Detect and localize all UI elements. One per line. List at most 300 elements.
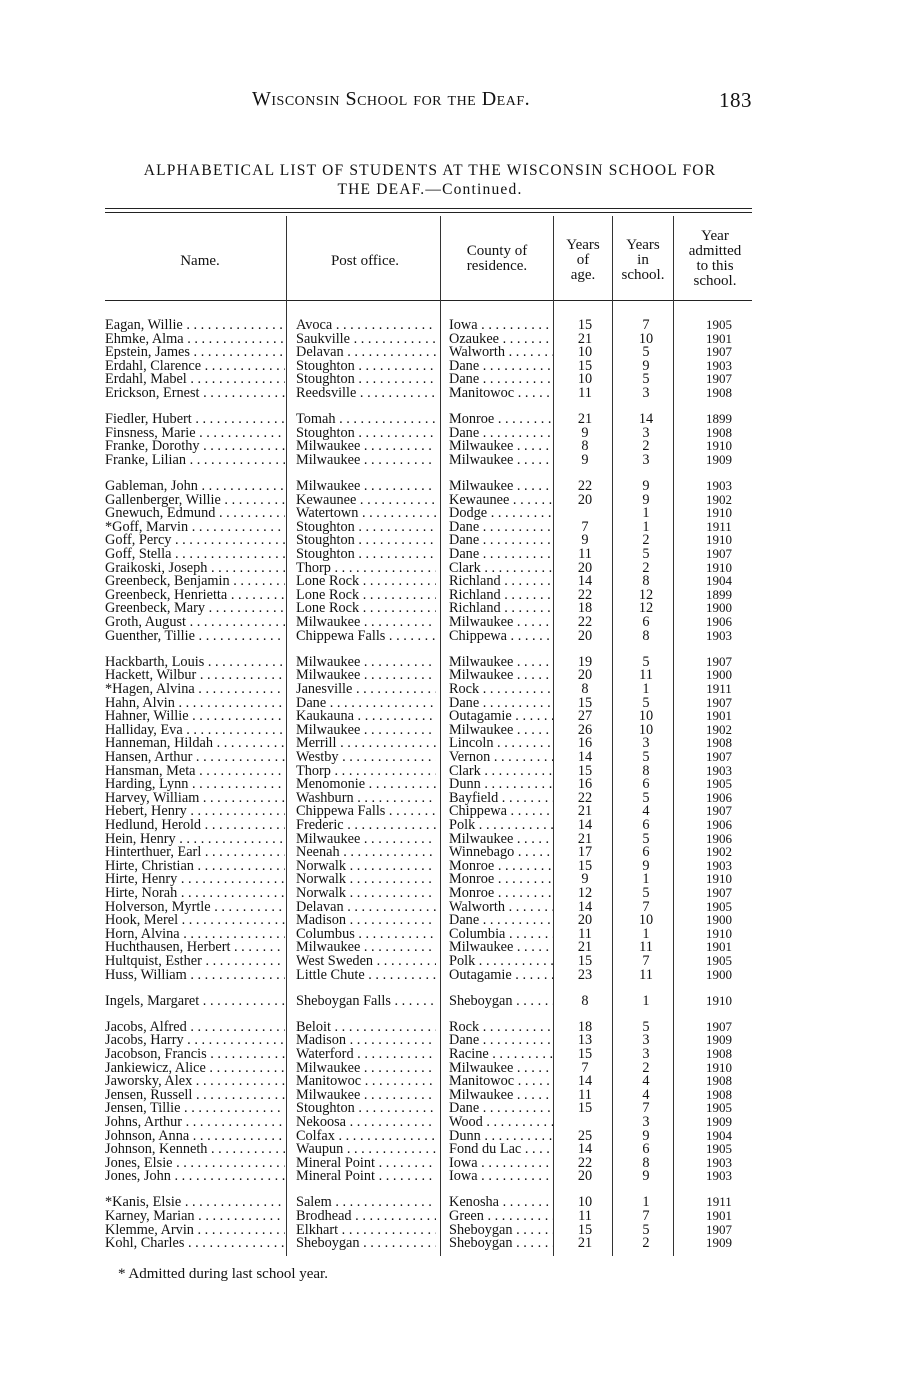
year-admitted: 1903 <box>706 358 732 373</box>
years-in-school: 5 <box>642 885 650 900</box>
years-of-age: 15 <box>577 858 593 873</box>
years-in-school: 2 <box>642 439 650 454</box>
years-of-age: 11 <box>578 1209 592 1223</box>
years-of-age: 20 <box>577 1169 593 1184</box>
years-of-age: 18 <box>577 1019 593 1034</box>
table-row <box>0 1020 910 1034</box>
student-name: Erickson, Ernest . . . <box>105 386 285 400</box>
column-header-school-line: school. <box>621 267 665 283</box>
years-of-age: 13 <box>577 1033 593 1048</box>
county: Dunn . . . <box>449 777 553 791</box>
post-office: Kewaunee . . . <box>296 493 436 507</box>
years-in-school: 6 <box>642 1142 650 1157</box>
year-admitted: 1907 <box>706 749 732 764</box>
year-admitted: 1911 <box>706 519 732 534</box>
years-in-school: 6 <box>642 845 650 860</box>
table-row <box>0 723 910 737</box>
county: Milwaukee . . . <box>449 832 553 846</box>
student-name: Jones, John . . . <box>105 1169 285 1183</box>
student-name: Hahner, Willie . . . <box>105 709 285 723</box>
table-row <box>0 709 910 723</box>
year-admitted: 1906 <box>706 615 732 629</box>
year-admitted: 1904 <box>706 574 732 589</box>
year-admitted: 1910 <box>706 1060 732 1075</box>
year-admitted: 1910 <box>706 993 732 1008</box>
table-row <box>0 1047 910 1061</box>
year-admitted: 1906 <box>706 831 732 846</box>
student-name: Ingels, Margaret . . . <box>105 994 285 1008</box>
years-of-age: 22 <box>577 790 593 805</box>
table-row <box>0 736 910 750</box>
table-caption-line-1: ALPHABETICAL LIST OF STUDENTS AT THE WISCONSIN SCHOOL FOR <box>143 162 717 179</box>
post-office: Menomonie . . . <box>296 777 436 791</box>
post-office: Brodhead . . . <box>296 1209 436 1223</box>
student-name: Karney, Marian . . . <box>105 1209 285 1223</box>
years-of-age: 7 <box>581 519 589 534</box>
table-row <box>0 359 910 373</box>
years-of-age: 15 <box>577 358 593 373</box>
post-office: Neenah . . . <box>296 845 436 859</box>
student-name: Hinterthuer, Earl . . . <box>105 845 285 859</box>
years-of-age: 14 <box>577 1074 593 1089</box>
post-office: Milwaukee . . . <box>296 655 436 669</box>
year-admitted: 1900 <box>706 601 732 616</box>
table-row <box>0 994 910 1008</box>
table-row <box>0 1033 910 1047</box>
years-in-school: 1 <box>642 519 650 534</box>
county: Milwaukee . . . <box>449 615 553 629</box>
student-name: Jaworsky, Alex . . . <box>105 1074 285 1088</box>
post-office: Nekoosa . . . <box>296 1115 436 1129</box>
years-in-school: 6 <box>642 615 650 629</box>
student-name: Jacobs, Alfred . . . <box>105 1020 285 1034</box>
years-of-age: 14 <box>577 574 593 589</box>
years-in-school: 2 <box>642 1236 650 1251</box>
post-office: Reedsville . . . <box>296 386 436 400</box>
table-row <box>0 804 910 818</box>
column-header-admitted-line: admitted <box>688 243 742 259</box>
post-office: Milwaukee . . . <box>296 439 436 453</box>
post-office: Norwalk . . . <box>296 872 436 886</box>
student-name: Franke, Dorothy . . . <box>105 439 285 453</box>
years-in-school: 9 <box>642 492 650 507</box>
year-admitted: 1903 <box>706 1169 732 1184</box>
table-row <box>0 940 910 954</box>
years-in-school: 7 <box>642 899 650 914</box>
table-row <box>0 818 910 832</box>
post-office: Mineral Point . . . <box>296 1156 436 1170</box>
years-in-school: 10 <box>638 913 654 928</box>
student-name: Guenther, Tillie . . . <box>105 629 285 643</box>
county: Sheboygan . . . <box>449 1236 553 1250</box>
post-office: Norwalk . . . <box>296 886 436 900</box>
county: Iowa . . . <box>449 1169 553 1183</box>
year-admitted: 1907 <box>706 695 732 710</box>
student-name: Harvey, William . . . <box>105 791 285 805</box>
years-in-school: 5 <box>642 749 650 764</box>
years-in-school: 7 <box>642 1101 650 1116</box>
years-in-school: 10 <box>638 331 654 346</box>
post-office: Tomah . . . <box>296 412 436 426</box>
post-office: Elkhart . . . <box>296 1223 436 1237</box>
years-in-school: 3 <box>642 425 650 440</box>
table-row <box>0 791 910 805</box>
footnote: * Admitted during last school year. <box>118 1266 328 1282</box>
county: Columbia . . . <box>449 927 553 941</box>
post-office: Milwaukee . . . <box>296 832 436 846</box>
student-name: Ehmke, Alma . . . <box>105 332 285 346</box>
years-of-age: 22 <box>577 615 593 629</box>
years-of-age: 10 <box>577 345 593 360</box>
student-name: Jankiewicz, Alice . . . <box>105 1061 285 1075</box>
year-admitted: 1905 <box>706 953 732 968</box>
student-name: Harding, Lynn . . . <box>105 777 285 791</box>
county: Monroe . . . <box>449 872 553 886</box>
table-row <box>0 1115 910 1129</box>
years-of-age: 15 <box>577 953 593 968</box>
county: Richland . . . <box>449 588 553 602</box>
years-in-school: 3 <box>642 1033 650 1048</box>
table-row <box>0 588 910 602</box>
county: Dunn . . . <box>449 1129 553 1143</box>
table-row <box>0 1156 910 1170</box>
table-row <box>0 1061 910 1075</box>
column-header-years-in-school <box>613 238 673 283</box>
years-of-age: 8 <box>581 681 589 696</box>
column-header-county-line: residence. <box>466 258 528 274</box>
post-office: Madison . . . <box>296 913 436 927</box>
county: Sheboygan . . . <box>449 994 553 1008</box>
table-row <box>0 386 910 400</box>
years-in-school: 7 <box>642 318 650 332</box>
column-header-county-line: County of <box>466 243 528 259</box>
county: Milwaukee . . . <box>449 655 553 669</box>
years-in-school: 4 <box>642 1074 650 1089</box>
county: Fond du Lac . . . <box>449 1142 553 1156</box>
years-of-age: 21 <box>577 804 593 819</box>
county: Monroe . . . <box>449 859 553 873</box>
student-name: Jensen, Tillie . . . <box>105 1101 285 1115</box>
table-row <box>0 520 910 534</box>
years-in-school: 4 <box>642 804 650 819</box>
post-office: Dane . . . <box>296 696 436 710</box>
table-row <box>0 574 910 588</box>
student-name: Hedlund, Herold . . . <box>105 818 285 832</box>
table-row <box>0 372 910 386</box>
post-office: Stoughton . . . <box>296 372 436 386</box>
county: Chippewa . . . <box>449 629 553 643</box>
column-header-year-admitted <box>675 229 755 289</box>
post-office: Milwaukee . . . <box>296 668 436 682</box>
table-row <box>0 886 910 900</box>
student-name: Hackett, Wilbur . . . <box>105 668 285 682</box>
years-in-school: 8 <box>642 1155 650 1170</box>
years-in-school: 3 <box>642 452 650 467</box>
year-admitted: 1901 <box>706 1209 732 1223</box>
years-in-school: 8 <box>642 628 650 643</box>
years-of-age: 11 <box>578 926 592 941</box>
table-row <box>0 1195 910 1209</box>
student-name: Jensen, Russell . . . <box>105 1088 285 1102</box>
county: Milwaukee . . . <box>449 1088 553 1102</box>
post-office: Janesville . . . <box>296 682 436 696</box>
post-office: Waterford . . . <box>296 1047 436 1061</box>
student-name: Hansen, Arthur . . . <box>105 750 285 764</box>
year-admitted: 1906 <box>706 817 732 832</box>
year-admitted: 1903 <box>706 1155 732 1170</box>
county: Lincoln . . . <box>449 736 553 750</box>
table-row <box>0 506 910 520</box>
county: Monroe . . . <box>449 886 553 900</box>
student-name: Kohl, Charles . . . <box>105 1236 285 1250</box>
header-bottom-rule <box>105 300 752 301</box>
years-of-age: 18 <box>577 601 593 616</box>
student-name: Gallenberger, Willie . . . <box>105 493 285 507</box>
years-of-age: 21 <box>577 940 593 955</box>
column-header-post-office: Post office. <box>330 253 400 269</box>
table-row <box>0 750 910 764</box>
student-name: Halliday, Eva . . . <box>105 723 285 737</box>
year-admitted: 1910 <box>706 560 732 575</box>
student-name: Hook, Merel . . . <box>105 913 285 927</box>
table-row <box>0 845 910 859</box>
years-in-school: 7 <box>642 953 650 968</box>
years-in-school: 5 <box>642 831 650 846</box>
county: Dane . . . <box>449 372 553 386</box>
post-office: West Sweden . . . <box>296 954 436 968</box>
year-admitted: 1907 <box>706 1019 732 1034</box>
table-row <box>0 439 910 453</box>
post-office: Merrill . . . <box>296 736 436 750</box>
county: Rock . . . <box>449 1020 553 1034</box>
post-office: Milwaukee . . . <box>296 615 436 629</box>
post-office: Avoca . . . <box>296 318 436 332</box>
years-in-school: 1 <box>642 681 650 696</box>
years-in-school: 1 <box>642 1195 650 1210</box>
year-admitted: 1907 <box>706 1222 732 1237</box>
table-row <box>0 968 910 982</box>
year-admitted: 1902 <box>706 845 732 860</box>
post-office: Saukville . . . <box>296 332 436 346</box>
years-of-age: 14 <box>577 749 593 764</box>
top-double-rule-lower <box>105 212 752 213</box>
county: Milwaukee . . . <box>449 723 553 737</box>
years-of-age: 16 <box>577 736 593 751</box>
column-header-admitted-line: school. <box>693 273 737 289</box>
year-admitted: 1907 <box>706 885 732 900</box>
county: Milwaukee . . . <box>449 453 553 467</box>
post-office: Columbus . . . <box>296 927 436 941</box>
post-office: Lone Rock . . . <box>296 574 436 588</box>
years-in-school: 8 <box>642 763 650 778</box>
years-of-age: 11 <box>578 386 592 400</box>
county: Vernon . . . <box>449 750 553 764</box>
years-of-age: 21 <box>577 412 593 427</box>
column-header-age-line: of <box>576 252 590 268</box>
county: Dane . . . <box>449 533 553 547</box>
years-in-school: 6 <box>642 817 650 832</box>
student-name: Johnson, Anna . . . <box>105 1129 285 1143</box>
county: Clark . . . <box>449 764 553 778</box>
table-row <box>0 764 910 778</box>
post-office: Salem . . . <box>296 1195 436 1209</box>
post-office: Beloit . . . <box>296 1020 436 1034</box>
student-name: Hanneman, Hildah . . . <box>105 736 285 750</box>
years-in-school: 9 <box>642 358 650 373</box>
post-office: Westby . . . <box>296 750 436 764</box>
table-row <box>0 561 910 575</box>
years-of-age: 9 <box>581 872 589 887</box>
year-admitted: 1908 <box>706 386 732 400</box>
years-of-age: 26 <box>577 722 593 737</box>
years-of-age: 8 <box>581 993 589 1008</box>
years-in-school: 5 <box>642 790 650 805</box>
post-office: Chippewa Falls . . . <box>296 629 436 643</box>
year-admitted: 1899 <box>706 587 732 602</box>
student-name: Fiedler, Hubert . . . <box>105 412 285 426</box>
post-office: Sheboygan Falls . . . <box>296 994 436 1008</box>
year-admitted: 1901 <box>706 709 732 724</box>
student-name: Goff, Percy . . . <box>105 533 285 547</box>
table-row <box>0 1169 910 1183</box>
page-number: 183 <box>719 88 752 112</box>
years-of-age: 23 <box>577 967 593 982</box>
years-in-school: 3 <box>642 1046 650 1061</box>
years-of-age: 22 <box>577 587 593 602</box>
years-of-age: 14 <box>577 817 593 832</box>
post-office: Manitowoc . . . <box>296 1074 436 1088</box>
year-admitted: 1901 <box>706 331 732 346</box>
post-office: Delavan . . . <box>296 900 436 914</box>
post-office: Milwaukee . . . <box>296 1061 436 1075</box>
year-admitted: 1901 <box>706 940 732 955</box>
county: Walworth . . . <box>449 345 553 359</box>
table-row <box>0 777 910 791</box>
year-admitted: 1907 <box>706 372 732 387</box>
years-in-school: 3 <box>642 386 650 400</box>
year-admitted: 1903 <box>706 858 732 873</box>
year-admitted: 1903 <box>706 628 732 643</box>
table-row <box>0 453 910 467</box>
county: Dane . . . <box>449 520 553 534</box>
county: Dane . . . <box>449 696 553 710</box>
table-row <box>0 547 910 561</box>
years-of-age: 7 <box>581 1060 589 1075</box>
county: Iowa . . . <box>449 318 553 332</box>
years-of-age: 15 <box>577 763 593 778</box>
county: Dane . . . <box>449 1033 553 1047</box>
student-name: Jones, Elsie . . . <box>105 1156 285 1170</box>
years-in-school: 5 <box>642 695 650 710</box>
years-in-school: 12 <box>638 601 654 616</box>
table-row <box>0 913 910 927</box>
post-office: Chippewa Falls . . . <box>296 804 436 818</box>
county: Dane . . . <box>449 426 553 440</box>
years-of-age: 20 <box>577 668 593 683</box>
years-in-school: 9 <box>642 479 650 493</box>
years-in-school: 12 <box>638 587 654 602</box>
year-admitted: 1903 <box>706 479 732 493</box>
years-in-school: 11 <box>639 668 653 683</box>
student-name: Jacobson, Francis . . . <box>105 1047 285 1061</box>
year-admitted: 1910 <box>706 533 732 548</box>
years-in-school: 5 <box>642 654 650 669</box>
student-name: Hirte, Henry . . . <box>105 872 285 886</box>
years-of-age: 20 <box>577 560 593 575</box>
post-office: Stoughton . . . <box>296 1101 436 1115</box>
year-admitted: 1905 <box>706 777 732 792</box>
year-admitted: 1908 <box>706 1046 732 1061</box>
student-name: Johns, Arthur . . . <box>105 1115 285 1129</box>
years-of-age: 20 <box>577 913 593 928</box>
post-office: Milwaukee . . . <box>296 940 436 954</box>
table-row <box>0 533 910 547</box>
county: Clark . . . <box>449 561 553 575</box>
student-name: Graikoski, Joseph . . . <box>105 561 285 575</box>
column-header-county <box>445 244 549 274</box>
student-name: Hein, Henry . . . <box>105 832 285 846</box>
post-office: Thorp . . . <box>296 561 436 575</box>
years-in-school: 11 <box>639 940 653 955</box>
student-name: Erdahl, Mabel . . . <box>105 372 285 386</box>
running-title: Wisconsin School for the Deaf. <box>252 88 531 110</box>
year-admitted: 1907 <box>706 547 732 561</box>
post-office: Stoughton . . . <box>296 533 436 547</box>
table-row <box>0 426 910 440</box>
year-admitted: 1905 <box>706 899 732 914</box>
post-office: Stoughton . . . <box>296 520 436 534</box>
student-name: Jacobs, Harry . . . <box>105 1033 285 1047</box>
years-of-age: 21 <box>577 1236 593 1251</box>
student-name: Gableman, John . . . <box>105 479 285 493</box>
year-admitted: 1911 <box>706 681 732 696</box>
year-admitted: 1900 <box>706 668 732 683</box>
table-row <box>0 332 910 346</box>
years-of-age: 16 <box>577 777 593 792</box>
year-admitted: 1903 <box>706 763 732 778</box>
table-row <box>0 655 910 669</box>
table-row <box>0 318 910 332</box>
student-name: Huchthausen, Herbert . . . <box>105 940 285 954</box>
student-name: Greenbeck, Henrietta . . . <box>105 588 285 602</box>
years-of-age: 21 <box>577 831 593 846</box>
table-row <box>0 345 910 359</box>
years-of-age: 9 <box>581 533 589 548</box>
years-of-age: 15 <box>577 695 593 710</box>
year-admitted: 1907 <box>706 804 732 819</box>
student-name: Epstein, James . . . <box>105 345 285 359</box>
year-admitted: 1904 <box>706 1128 732 1143</box>
county: Wood . . . <box>449 1115 553 1129</box>
post-office: Milwaukee . . . <box>296 479 436 493</box>
student-name: Greenbeck, Benjamin . . . <box>105 574 285 588</box>
county: Polk . . . <box>449 818 553 832</box>
table-row <box>0 1236 910 1250</box>
student-name: Finsness, Marie . . . <box>105 426 285 440</box>
student-name: Johnson, Kenneth . . . <box>105 1142 285 1156</box>
post-office: Mineral Point . . . <box>296 1169 436 1183</box>
table-row <box>0 682 910 696</box>
years-of-age: 17 <box>577 845 593 860</box>
student-name: Hackbarth, Louis . . . <box>105 655 285 669</box>
post-office: Waupun . . . <box>296 1142 436 1156</box>
year-admitted: 1899 <box>706 412 732 427</box>
years-in-school: 9 <box>642 858 650 873</box>
county: Winnebago . . . <box>449 845 553 859</box>
year-admitted: 1909 <box>706 1114 732 1129</box>
years-in-school: 3 <box>642 1114 650 1129</box>
post-office: Milwaukee . . . <box>296 723 436 737</box>
